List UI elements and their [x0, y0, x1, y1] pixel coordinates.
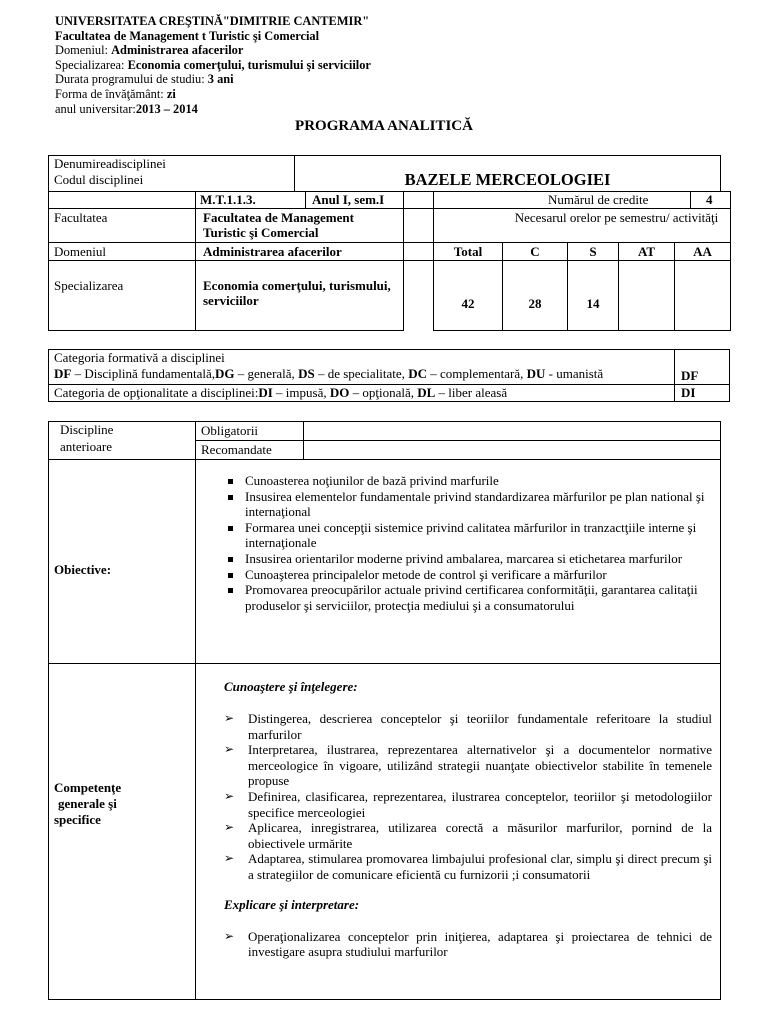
study-form-line [55, 87, 371, 102]
competences-content [224, 679, 712, 960]
faculty-name: Facultatea de Management t Turistic şi Comercial [55, 28, 320, 43]
duration-label: Durata programului de studiu: [55, 72, 208, 87]
prereq-label-line1: Discipline [60, 422, 114, 437]
arrow-bullet-icon: ➢ [224, 851, 235, 866]
hours-header-aa: AA [693, 244, 712, 259]
specialization-value: Economia comerţului, turismului şi serviciilor [127, 57, 371, 72]
prereq-recommended-label: Recomandate [201, 442, 272, 457]
competence-item: ➢ Definirea, clasificarea, reprezentarea, ilustrarea conceptelor, teoriilor şi metodologiilor specifice merceologiei [224, 788, 712, 820]
objective-item: Insusirea elementelor fundamentale privind standardizarea mărfurilor pe plan national şi internaţional [219, 489, 711, 520]
duration-line [55, 72, 371, 87]
competence-item: ➢ Operaţionalizarea conceptelor prin iniţierea, adaptarea şi proiectarea de tehnici de investigare asupra studiului marfurilor [224, 928, 712, 960]
competence-item: ➢ Distingerea, descrierea conceptelor şi teoriilor fundamentale referitoare la studiul marfurilor [224, 711, 712, 742]
arrow-bullet-icon: ➢ [224, 742, 235, 757]
discipline-name: BAZELE MERCEOLOGIEI [404, 170, 611, 189]
credits-value: 4 [706, 192, 713, 207]
hours-header-total: Total [453, 244, 483, 259]
objective-item: Promovarea preocupărilor actuale privind certificarea conformităţii, garantarea calitaţii produselor şi serviciilor, protecţia mediului şi a consumatorului [219, 582, 711, 613]
faculty-value: Facultatea de Management Turistic şi Comercial [203, 210, 354, 240]
duration-value: 3 ani [207, 72, 234, 87]
competence-item: ➢ Aplicarea, inregistrarea, utilizarea corectă a măsurilor marfurilor, pornind de la obiectivele urmărite [224, 820, 712, 851]
study-form-value: zi [166, 86, 176, 101]
faculty-label: Facultatea [54, 210, 108, 225]
year-semester: Anul I, sem.I [312, 192, 385, 207]
discipline-code-label: Codul disciplinei [54, 172, 144, 187]
optional-category-value: DI [681, 385, 696, 400]
objective-item: Cunoasterea noţiunilor de bază privind marfurile [219, 473, 711, 489]
discipline-code: M.T.1.1.3. [200, 192, 256, 207]
document-title: PROGRAMA ANALITICĂ [295, 118, 473, 134]
competence-item: ➢ Adaptarea, stimularea promovarea limbajului profesional clar, simplu şi direct precum şi a strategiilor de comunicare eficientă cu furnizorii ;i consumatorii [224, 851, 712, 882]
arrow-bullet-icon: ➢ [224, 928, 235, 943]
formative-category-label: Categoria formativă a disciplinei [54, 350, 225, 365]
study-form-label: Forma de învăţământ: [55, 86, 167, 101]
domain-value: Administrarea afacerilor [111, 43, 244, 58]
specialization-value-cell: Economia comerţului, turismului, serviciilor [203, 278, 391, 308]
credits-label: Numărul de credite [548, 192, 649, 207]
document-header [55, 14, 371, 116]
optional-category-legend: Categoria de opţionalitate a disciplinei:DI – impusă, DO – opţională, DL – liber aleasă [54, 385, 508, 400]
arrow-bullet-icon: ➢ [224, 788, 235, 803]
domain-value-cell: Administrarea afacerilor [203, 244, 342, 259]
domain-line [55, 43, 371, 58]
hours-course: 28 [528, 296, 542, 311]
university-name: UNIVERSITATEA CREŞTINĂ"DIMITRIE CANTEMIR" [55, 14, 370, 28]
specialization-label: Specializarea: [55, 57, 128, 72]
hours-needed-label: Necesarul orelor pe semestru/ activităţi [514, 210, 719, 225]
competence-item: ➢ Interpretarea, ilustrarea, reprezentarea alternativelor şi a documentelor normative merceologice în vigoare, utilizând strategii nuanţate obiectivelor stabilite în temenele propuse [224, 742, 712, 789]
discipline-name-label: Denumireadisciplinei [54, 156, 166, 171]
specialization-line [55, 58, 371, 73]
academic-year-value: 2013 – 2014 [135, 101, 198, 116]
prereq-label-line2: anterioare [60, 439, 112, 454]
hours-seminar: 14 [586, 296, 600, 311]
domain-label-cell: Domeniul [54, 244, 106, 259]
hours-header-s: S [589, 244, 597, 259]
objectives-label: Obiective: [54, 562, 112, 577]
academic-year-label: anul universitar: [55, 101, 136, 116]
knowledge-section-title: Cunoaştere şi înţelegere: [224, 679, 358, 694]
formative-category-value: DF [681, 368, 699, 383]
competences-label: Competenţe generale şi specifice [54, 780, 122, 827]
academic-year-line [55, 102, 371, 117]
objectives-list [219, 473, 711, 613]
objective-item: Formarea unei concepţii sistemice privind calitatea mărfurilor in tranzactţiile interne şi internaţionale [219, 520, 711, 551]
specialization-label-cell: Specializarea [54, 278, 124, 293]
prereq-mandatory-label: Obligatorii [201, 423, 259, 438]
hours-total: 42 [461, 296, 475, 311]
arrow-bullet-icon: ➢ [224, 711, 235, 725]
hours-header-at: AT [637, 244, 656, 259]
objective-item: Insusirea orientarilor moderne privind ambalarea, marcarea si etichetarea marfurilor [219, 551, 711, 567]
explanation-section-title: Explicare şi interpretare: [224, 896, 360, 912]
formative-category-legend: DF – Disciplină fundamentală,DG – generală, DS – de specialitate, DC – complementară, DU - umanistă [54, 366, 604, 381]
objective-item: Cunoaşterea principalelor metode de control şi verificare a mărfurilor [219, 567, 711, 583]
domain-label: Domeniul: [55, 43, 112, 58]
arrow-bullet-icon: ➢ [224, 820, 235, 835]
hours-header-c: C [530, 244, 540, 259]
